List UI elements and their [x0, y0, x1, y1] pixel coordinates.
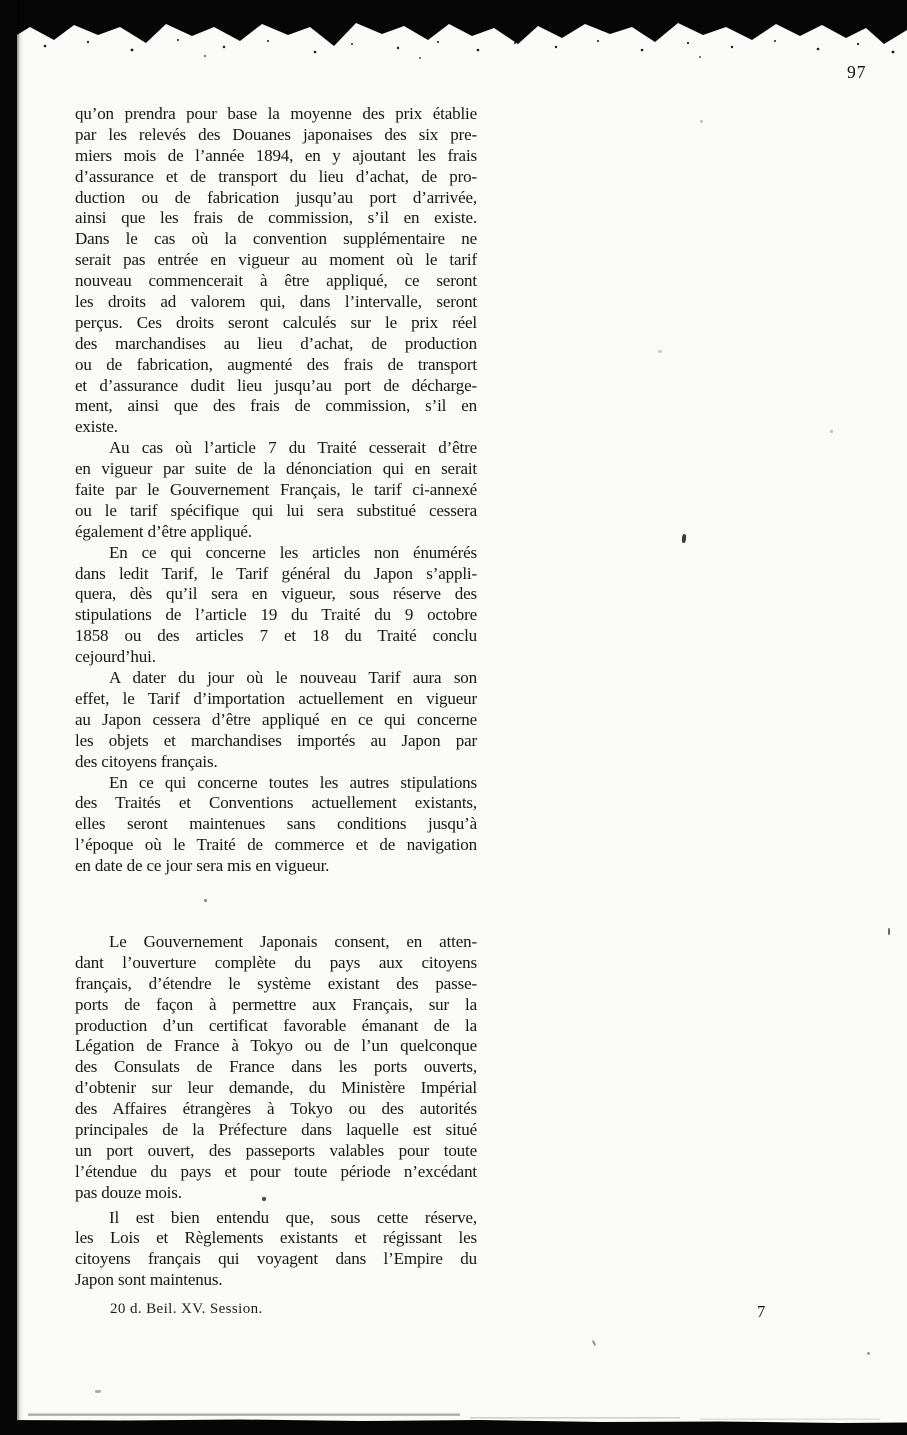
text-line: effet, le Tarif d’importation actuellement en vigueur — [75, 688, 477, 708]
text-line: pas douze mois. — [75, 1182, 182, 1202]
paragraph — [75, 1208, 477, 1292]
text-line: en date de ce jour sera mis en vigueur. — [75, 856, 330, 876]
paragraph — [75, 543, 477, 668]
text-line: A dater du jour où le nouveau Tarif aura son — [109, 668, 477, 688]
text-line: ou de fabrication, augmenté des frais de transport — [75, 354, 477, 374]
text-line: en vigueur par suite de la dénonciation qui en serait — [75, 459, 477, 479]
scan-speck — [700, 120, 703, 123]
scan-speck — [204, 899, 207, 902]
text-line: d’assurance et de transport du lieu d’achat, de pro- — [75, 166, 477, 186]
page-number: 97 — [847, 62, 867, 82]
text-line: des citoyens français. — [75, 751, 218, 771]
text-line: production d’un certificat favorable émanant de la — [75, 1015, 477, 1035]
text-line: des Affaires étrangères à Tokyo ou des autorités — [75, 1099, 477, 1119]
text-line: ou le tarif spécifique qui lui sera substitué cessera — [75, 500, 477, 520]
text-line: Au cas où l’article 7 du Traité cesserait d’être — [109, 438, 477, 458]
text-line: principales de la Préfecture dans laquelle est situé — [75, 1119, 477, 1139]
paragraph — [75, 932, 477, 1204]
text-line: Dans le cas où la convention supplémentaire ne — [75, 229, 477, 249]
text-line: des Consulats de France dans les ports ouverts, — [75, 1057, 477, 1077]
scan-speck — [867, 1352, 870, 1355]
text-line: Le Gouvernement Japonais consent, en atten- — [109, 931, 477, 951]
text-line: citoyens français qui voyagent dans l’Empire du — [75, 1249, 477, 1269]
text-line: français, d’étendre le système existant des passe- — [75, 973, 477, 993]
text-line: d’obtenir sur leur demande, du Ministère Impérial — [75, 1078, 477, 1098]
text-line: En ce qui concerne toutes les autres stipulations — [109, 772, 477, 792]
text-line: Légation de France à Tokyo ou de l’un quelconque — [75, 1036, 477, 1056]
text-line: serait pas entrée en vigueur au moment où le tarif — [75, 250, 477, 270]
text-line: par les relevés des Douanes japonaises des six pre- — [75, 124, 477, 144]
folio-number: 7 — [757, 1302, 766, 1321]
text-line: elles seront maintenues sans conditions jusqu’à — [75, 814, 477, 834]
text-line: ainsi que les frais de commission, s’il en existe. — [75, 208, 477, 228]
text-line: miers mois de l’année 1894, en y ajoutant les frais — [75, 145, 477, 165]
torn-edge-bottom-icon — [0, 1410, 907, 1435]
scan-speck — [830, 430, 833, 433]
footer-signature: 20 d. Beil. XV. Session. — [110, 1301, 263, 1317]
text-line: ment, ainsi que des frais de commission, s’il en — [75, 396, 477, 416]
text-line: existe. — [75, 417, 118, 437]
text-line: dans ledit Tarif, le Tarif général du Japon s’appli- — [75, 563, 477, 583]
text-line: qu’on prendra pour base la moyenne des prix établie — [75, 104, 477, 123]
text-line: stipulations de l’article 19 du Traité du 9 octobre — [75, 605, 477, 625]
text-line: dant l’ouverture complète du pays aux citoyens — [75, 952, 477, 972]
text-line: quera, dès qu’il sera en vigueur, sous réserve des — [75, 584, 477, 604]
text-line: également d’être appliqué. — [75, 521, 252, 541]
text-line: 1858 ou des articles 7 et 18 du Traité conclu — [75, 626, 477, 646]
text-line: Il est bien entendu que, sous cette réserve, — [109, 1207, 477, 1227]
paragraph — [75, 104, 477, 438]
text-line: l’époque où le Traité de commerce et de navigation — [75, 835, 477, 855]
text-line: perçus. Ces droits seront calculés sur le prix réel — [75, 312, 477, 332]
text-line: Japon sont maintenus. — [75, 1270, 223, 1290]
text-line: au Japon cessera d’être appliqué en ce qui concerne — [75, 709, 477, 729]
text-column — [75, 104, 477, 1291]
text-line: des marchandises au lieu d’achat, de production — [75, 333, 477, 353]
scan-speck — [95, 1390, 101, 1393]
text-line: nouveau commencerait à être appliqué, ce seront — [75, 271, 477, 291]
scan-speck — [262, 1197, 266, 1201]
text-line: des Traités et Conventions actuellement existants, — [75, 793, 477, 813]
scan-speck — [658, 350, 662, 353]
paragraph — [75, 668, 477, 772]
text-line: faite par le Gouvernement Français, le tarif ci-annexé — [75, 480, 477, 500]
text-line: les Lois et Règlements existants et régissant les — [75, 1228, 477, 1248]
text-line: et d’assurance dudit lieu jusqu’au port de décharge- — [75, 375, 477, 395]
torn-edge-top-icon — [0, 0, 907, 64]
text-line: les objets et marchandises importés au Japon par — [75, 730, 477, 750]
text-line: un port ouvert, des passeports valables pour toute — [75, 1140, 477, 1160]
binding-edge-left — [0, 0, 17, 1435]
paragraph — [75, 438, 477, 542]
scan-speck — [592, 1340, 597, 1346]
paragraph — [75, 773, 477, 877]
scan-speck — [682, 534, 687, 543]
scan-speck — [888, 928, 890, 935]
text-line: l’étendue du pays et pour toute période n’excédant — [75, 1161, 477, 1181]
text-line: cejourd’hui. — [75, 647, 156, 667]
text-line: duction ou de fabrication jusqu’au port d’arrivée, — [75, 187, 477, 207]
text-line: les droits ad valorem qui, dans l’intervalle, seront — [75, 292, 477, 312]
text-line: En ce qui concerne les articles non énumérés — [109, 542, 477, 562]
text-line: ports de façon à permettre aux Français, sur la — [75, 994, 477, 1014]
